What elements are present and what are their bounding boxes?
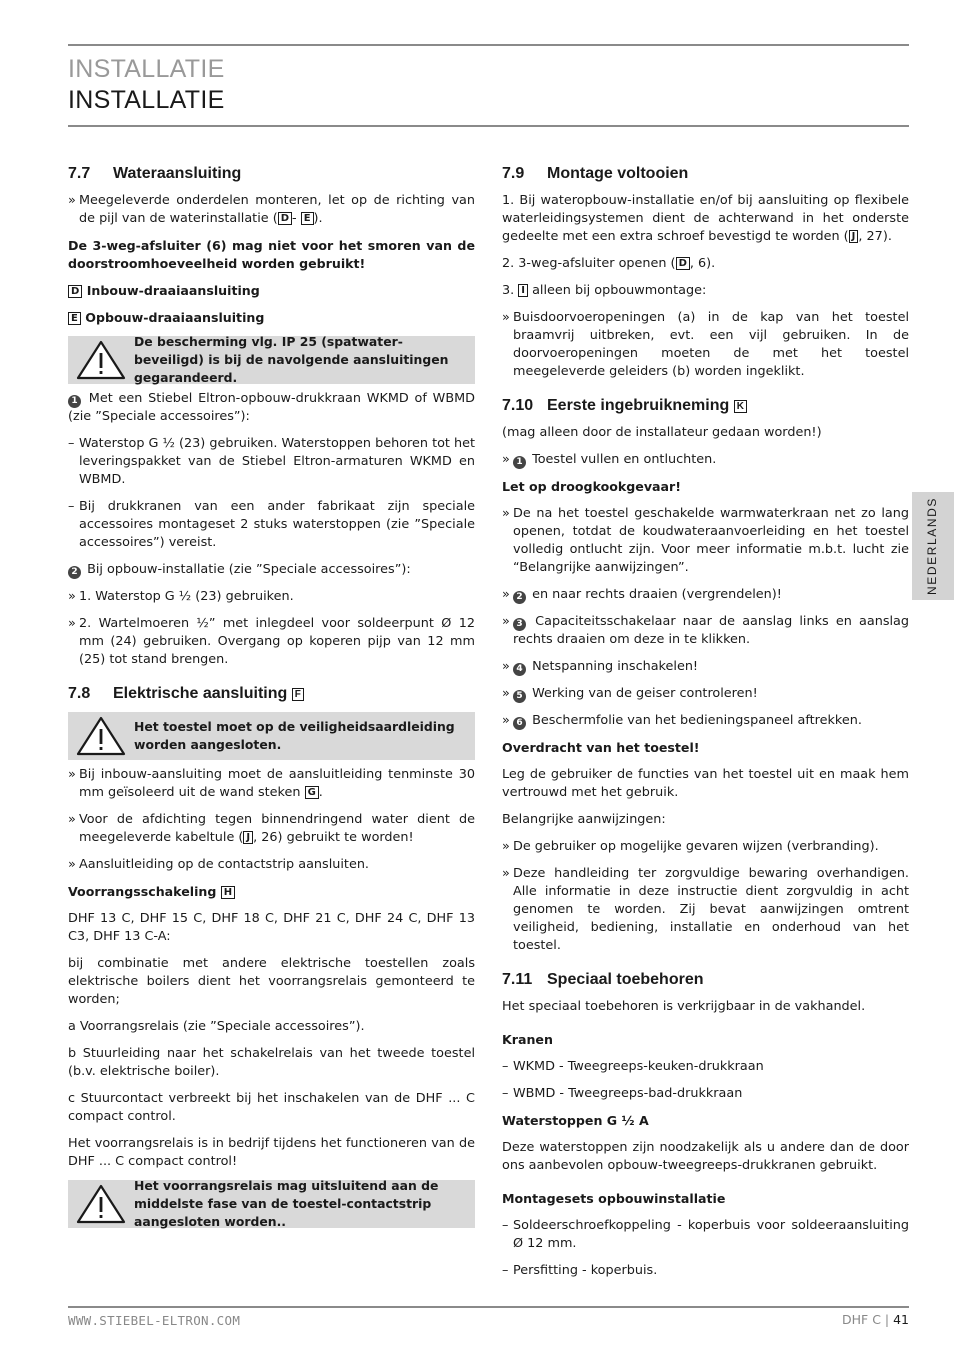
paragraph: DHF 13 C, DHF 15 C, DHF 18 C, DHF 21 C, DHF 24 C, DHF 13 C3, DHF 13 C-A: xyxy=(68,911,475,944)
right-column xyxy=(502,164,909,1289)
step-number-badge: 3 xyxy=(513,618,526,631)
paragraph: 1 Met een Stiebel Eltron-opbouw-drukkraan WKMD of WBMD (zie ”Speciale accessoires”): xyxy=(68,391,475,424)
footer-rule xyxy=(68,1306,909,1308)
section-7-11-heading: 7.11 Speciaal toebehoren xyxy=(502,971,704,988)
list-item: – Bij drukkranen van een ander fabrikaat zijn speciale accessoires montageset 2 stuks waterstoppen (zie ”Speciale accessoires”) vereist. xyxy=(68,499,475,550)
section-7-10-heading: 7.10 Eerste ingebruikneming K xyxy=(502,396,909,416)
paragraph: a Voorrangsrelais (zie ”Speciale accessoires”). xyxy=(68,1019,365,1034)
subheading: Let op droogkookgevaar! xyxy=(502,479,681,494)
list-item: – Soldeerschroefkoppeling - koperbuis voor soldeeraansluiting Ø 12 mm. xyxy=(502,1218,909,1251)
figure-ref: E xyxy=(301,212,314,225)
section-7-8-heading: 7.8 Elektrische aansluiting F xyxy=(68,684,475,704)
left-column xyxy=(68,164,475,1234)
paragraph: 2. 3-weg-afsluiter openen ( D , 6). xyxy=(502,256,716,271)
subheading: E Opbouw-draaiaansluiting xyxy=(68,309,475,327)
subheading: Voorrangsschakeling H xyxy=(68,883,475,901)
language-tab-label: NEDERLANDS xyxy=(925,496,939,596)
paragraph: Het speciaal toebehoren is verkrijgbaar in de vakhandel. xyxy=(502,999,866,1014)
chapter-title-grey: INSTALLATIE xyxy=(68,55,225,83)
paragraph: c Stuurcontact verbreekt bij het inschakelen van de DHF ... C compact control. xyxy=(68,1091,475,1124)
warning-box xyxy=(68,712,475,760)
model-name: DHF C xyxy=(842,1312,881,1327)
list-item: » De gebruiker op mogelijke gevaren wijzen (verbranding). xyxy=(502,839,879,854)
list-item: » Deze handleiding ter zorgvuldige bewaring overhandigen. Alle informatie in deze instructie dient zorgvuldig in acht genomen te worden. Zij bevat aanwijzingen omtrent veiligheid, bediening, installatie en onderhoud van het toestel. xyxy=(502,866,909,953)
paragraph: Deze waterstoppen zijn noodzakelijk als u andere dan de door ons aanbevolen opbouw-tweegreeps-drukkranen gebruikt. xyxy=(502,1140,909,1173)
language-tab xyxy=(912,492,954,600)
warning-box xyxy=(68,1180,475,1228)
paragraph: Het voorrangsrelais is in bedrijf tijdens het functioneren van de DHF ... C compact control! xyxy=(68,1136,475,1169)
page-footer: DHF C | 41 xyxy=(842,1312,909,1327)
step-number-badge: 4 xyxy=(513,663,526,676)
step-number-badge: 2 xyxy=(68,566,81,579)
subheading: Montagesets opbouwinstallatie xyxy=(502,1191,726,1206)
warning-box-text: De bescherming vlg. IP 25 (spatwater-beveiligd) is bij de navolgende aansluitingen gegarandeerd. xyxy=(134,334,449,385)
chapter-title: INSTALLATIE xyxy=(68,86,225,114)
step-number-badge: 2 xyxy=(513,591,526,604)
list-item: » 6 Beschermfolie van het bedieningspaneel aftrekken. xyxy=(502,713,862,728)
list-item: » Bij inbouw-aansluiting moet de aansluitleiding tenminste 30 mm geïsoleerd uit de wand steken G . xyxy=(68,767,475,800)
list-item: » Meegeleverde onderdelen monteren, let op de richting van de pijl van de waterinstallatie ( D - E ). xyxy=(68,193,475,226)
warning-box-text: Het voorrangsrelais mag uitsluitend aan de middelste fase van de toestel-contactstrip aangesloten worden.. xyxy=(134,1178,439,1229)
section-7-9-heading: 7.9 Montage voltooien xyxy=(502,165,689,182)
step-number-badge: 1 xyxy=(68,395,81,408)
warning-text: De 3-weg-afsluiter (6) mag niet voor het smoren van de doorstroomhoeveelheid worden gebruikt! xyxy=(68,238,475,271)
step-number-badge: 1 xyxy=(513,456,526,469)
warning-box xyxy=(68,336,475,384)
section-7-7-heading: 7.7 Wateraansluiting xyxy=(68,165,242,182)
list-item: » 2 en naar rechts draaien (vergrendelen)! xyxy=(502,587,782,602)
list-item: – Waterstop G ½ (23) gebruiken. Waterstoppen behoren tot het leveringspakket van de Stiebel Eltron-armaturen WKMD en WBMD. xyxy=(68,436,475,487)
top-rule xyxy=(68,44,909,46)
website-link[interactable]: WWW.STIEBEL-ELTRON.COM xyxy=(68,1313,241,1328)
list-item: » Buisdoorvoeropeningen (a) in de kap van het toestel braamvrij uitbreken, evt. een vijl gebruiken. In de doorvoeropeningen moeten de met het toestel meegeleverde geleiders (b) worden ingeklikt. xyxy=(502,310,909,379)
list-item: – WKMD - Tweegreeps-keuken-drukkraan xyxy=(502,1059,764,1074)
paragraph: Leg de gebruiker de functies van het toestel uit en maak hem vertrouwd met het gebruik. xyxy=(502,767,909,800)
list-item: » 4 Netspanning inschakelen! xyxy=(502,659,699,674)
warning-triangle-icon xyxy=(68,1183,134,1225)
subheading: Overdracht van het toestel! xyxy=(502,740,700,755)
figure-ref: D xyxy=(278,212,292,225)
paragraph: Belangrijke aanwijzingen: xyxy=(502,812,666,827)
list-item: – Persfitting - koperbuis. xyxy=(502,1263,658,1278)
list-item: » 3 Capaciteitsschakelaar naar de aanslag links en aanslag rechts draaien om deze in te klikken. xyxy=(502,614,909,647)
list-item: » Voor de afdichting tegen binnendringend water dient de meegeleverde kabeltule ( J , 26) gebruikt te worden! xyxy=(68,812,475,845)
list-item: » 5 Werking van de geiser controleren! xyxy=(502,686,758,701)
page-number: 41 xyxy=(893,1312,909,1327)
subheading: D Inbouw-draaiaansluiting xyxy=(68,282,475,300)
list-item: » 1 Toestel vullen en ontluchten. xyxy=(502,452,717,467)
paragraph: 3. I alleen bij opbouwmontage: xyxy=(502,283,707,298)
subheading: Waterstoppen G ½ A xyxy=(502,1113,649,1128)
paragraph: 2 Bij opbouw-installatie (zie ”Speciale accessoires”): xyxy=(68,561,475,579)
paragraph: bij combinatie met andere elektrische toestellen zoals elektrische boilers dient het voorrangsrelais gemonteerd te worden; xyxy=(68,956,475,1007)
paragraph: (mag alleen door de installateur gedaan worden!) xyxy=(502,425,822,440)
list-item: » De na het toestel geschakelde warmwaterkraan net zo lang openen, totdat de koudwateraanvoerleiding en het toestel volledig ontlucht zijn. Voor meer informatie m.b.t. lucht zie “Belangrijke aanwijzingen”. xyxy=(502,506,909,575)
list-item: » Aansluitleiding op de contactstrip aansluiten. xyxy=(68,857,369,872)
list-item: » 1. Waterstop G ½ (23) gebruiken. xyxy=(68,589,294,604)
warning-triangle-icon xyxy=(68,339,134,381)
paragraph: 1. Bij wateropbouw-installatie en/of bij aansluiting op flexibele waterleidingsystemen dient de achterwand in het onderste gedeelte met een extra schroef bevestigd te worden ( J , 27). xyxy=(502,193,909,244)
subheading: Kranen xyxy=(502,1032,553,1047)
list-item: – WBMD - Tweegreeps-bad-drukkraan xyxy=(502,1086,743,1101)
list-item: » 2. Wartelmoeren ½” met inlegdeel voor soldeerpunt Ø 12 mm (24) gebruiken. Overgang op koperen pijp van 12 mm (25) tot stand brengen. xyxy=(68,616,475,667)
paragraph: b Stuurleiding naar het schakelrelais van het tweede toestel (b.v. elektrische boiler). xyxy=(68,1046,475,1079)
step-number-badge: 5 xyxy=(513,690,526,703)
step-number-badge: 6 xyxy=(513,717,526,730)
header-rule xyxy=(68,125,909,127)
warning-triangle-icon xyxy=(68,715,134,757)
warning-box-text: Het toestel moet op de veiligheidsaardleiding worden aangesloten. xyxy=(134,719,455,752)
